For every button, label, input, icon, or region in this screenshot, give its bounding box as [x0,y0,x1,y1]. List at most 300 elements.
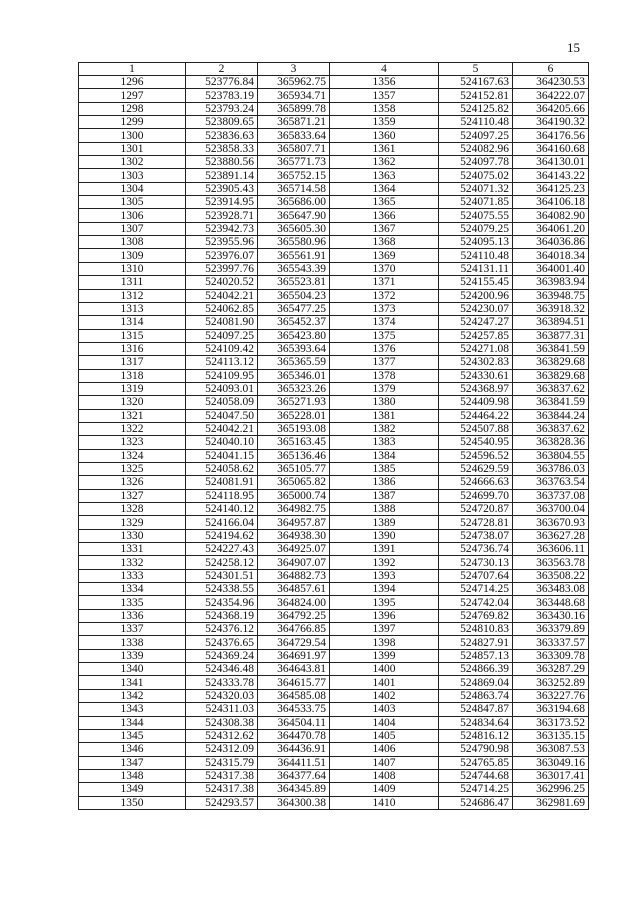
x-coordinate-cell: 523891.14 [186,169,258,182]
x-coordinate-cell: 524071.32 [439,182,513,195]
point-number-cell: 1405 [330,729,439,742]
x-coordinate-cell: 524271.08 [439,342,513,355]
point-number-cell: 1338 [79,636,186,649]
point-number-cell: 1332 [79,556,186,569]
x-coordinate-cell: 524834.64 [439,716,513,729]
y-coordinate-cell: 364470.78 [258,729,330,742]
point-number-cell: 1297 [79,89,186,102]
x-coordinate-cell: 524730.13 [439,556,513,569]
x-coordinate-cell: 524097.25 [439,129,513,142]
y-coordinate-cell: 364824.00 [258,596,330,609]
y-coordinate-cell: 363227.76 [513,689,589,702]
x-coordinate-cell: 524857.13 [439,649,513,662]
y-coordinate-cell: 363828.36 [513,436,589,449]
point-number-cell: 1357 [330,89,439,102]
point-number-cell: 1340 [79,663,186,676]
x-coordinate-cell: 524071.85 [439,196,513,209]
point-number-cell: 1339 [79,649,186,662]
x-coordinate-cell: 523955.96 [186,236,258,249]
point-number-cell: 1314 [79,316,186,329]
x-coordinate-cell: 524058.62 [186,462,258,475]
x-coordinate-cell: 524118.95 [186,489,258,502]
x-coordinate-cell: 524311.03 [186,703,258,716]
table-row [79,142,589,155]
y-coordinate-cell: 364125.23 [513,182,589,195]
table-row [79,556,589,569]
x-coordinate-cell: 523858.33 [186,142,258,155]
y-coordinate-cell: 363841.59 [513,342,589,355]
y-coordinate-cell: 363763.54 [513,476,589,489]
y-coordinate-cell: 365605.30 [258,222,330,235]
point-number-cell: 1360 [330,129,439,142]
y-coordinate-cell: 363379.89 [513,623,589,636]
table-row [79,756,589,769]
x-coordinate-cell: 524317.38 [186,783,258,796]
y-coordinate-cell: 364411.51 [258,756,330,769]
y-coordinate-cell: 365899.78 [258,102,330,115]
point-number-cell: 1373 [330,302,439,315]
point-number-cell: 1400 [330,663,439,676]
x-coordinate-cell: 524131.11 [439,262,513,275]
point-number-cell: 1336 [79,609,186,622]
y-coordinate-cell: 363948.75 [513,289,589,302]
table-row [79,769,589,782]
x-coordinate-cell: 524346.48 [186,663,258,676]
y-coordinate-cell: 364018.34 [513,249,589,262]
point-number-cell: 1325 [79,462,186,475]
x-coordinate-cell: 524369.24 [186,649,258,662]
y-coordinate-cell: 365871.21 [258,116,330,129]
x-coordinate-cell: 524315.79 [186,756,258,769]
table-row [79,676,589,689]
x-coordinate-cell: 524744.68 [439,769,513,782]
x-coordinate-cell: 524338.55 [186,583,258,596]
table-row [79,369,589,382]
x-coordinate-cell: 524507.88 [439,422,513,435]
point-number-cell: 1326 [79,476,186,489]
x-coordinate-cell: 524110.48 [439,116,513,129]
x-coordinate-cell: 523997.76 [186,262,258,275]
y-coordinate-cell: 365543.39 [258,262,330,275]
x-coordinate-cell: 524082.96 [439,142,513,155]
x-coordinate-cell: 523793.24 [186,102,258,115]
y-coordinate-cell: 362981.69 [513,796,589,809]
y-coordinate-cell: 362996.25 [513,783,589,796]
y-coordinate-cell: 363844.24 [513,409,589,422]
y-coordinate-cell: 364729.54 [258,636,330,649]
point-number-cell: 1330 [79,529,186,542]
y-coordinate-cell: 364176.56 [513,129,589,142]
point-number-cell: 1309 [79,249,186,262]
x-coordinate-cell: 524293.57 [186,796,258,809]
point-number-cell: 1302 [79,156,186,169]
column-header: 6 [513,63,589,76]
table-row [79,222,589,235]
y-coordinate-cell: 364061.20 [513,222,589,235]
point-number-cell: 1365 [330,196,439,209]
y-coordinate-cell: 365163.45 [258,436,330,449]
y-coordinate-cell: 363837.62 [513,422,589,435]
y-coordinate-cell: 365686.00 [258,196,330,209]
table-row [79,249,589,262]
point-number-cell: 1307 [79,222,186,235]
x-coordinate-cell: 524166.04 [186,516,258,529]
table-row [79,796,589,809]
point-number-cell: 1362 [330,156,439,169]
table-row [79,503,589,516]
y-coordinate-cell: 365228.01 [258,409,330,422]
y-coordinate-cell: 364230.53 [513,76,589,89]
table-row [79,516,589,529]
x-coordinate-cell: 524308.38 [186,716,258,729]
table-row [79,356,589,369]
table-row [79,743,589,756]
x-coordinate-cell: 524816.12 [439,729,513,742]
y-coordinate-cell: 363837.62 [513,382,589,395]
table-row [79,236,589,249]
point-number-cell: 1380 [330,396,439,409]
x-coordinate-cell: 524742.04 [439,596,513,609]
point-number-cell: 1408 [330,769,439,782]
x-coordinate-cell: 524081.90 [186,316,258,329]
y-coordinate-cell: 364143.22 [513,169,589,182]
x-coordinate-cell: 524738.07 [439,529,513,542]
table-row [79,569,589,582]
table-row [79,89,589,102]
x-coordinate-cell: 524540.95 [439,436,513,449]
y-coordinate-cell: 364585.08 [258,689,330,702]
x-coordinate-cell: 524140.12 [186,503,258,516]
x-coordinate-cell: 524728.81 [439,516,513,529]
point-number-cell: 1397 [330,623,439,636]
table-row [79,583,589,596]
x-coordinate-cell: 524097.25 [186,329,258,342]
x-coordinate-cell: 524247.27 [439,316,513,329]
point-number-cell: 1296 [79,76,186,89]
x-coordinate-cell: 524790.98 [439,743,513,756]
point-number-cell: 1374 [330,316,439,329]
point-number-cell: 1376 [330,342,439,355]
point-number-cell: 1359 [330,116,439,129]
x-coordinate-cell: 523942.73 [186,222,258,235]
y-coordinate-cell: 365346.01 [258,369,330,382]
x-coordinate-cell: 524301.51 [186,569,258,582]
y-coordinate-cell: 365714.58 [258,182,330,195]
table-row [79,489,589,502]
point-number-cell: 1363 [330,169,439,182]
point-number-cell: 1327 [79,489,186,502]
x-coordinate-cell: 524769.82 [439,609,513,622]
y-coordinate-cell: 363894.51 [513,316,589,329]
point-number-cell: 1303 [79,169,186,182]
y-coordinate-cell: 364907.07 [258,556,330,569]
point-number-cell: 1390 [330,529,439,542]
y-coordinate-cell: 363918.32 [513,302,589,315]
x-coordinate-cell: 524155.45 [439,276,513,289]
x-coordinate-cell: 524720.87 [439,503,513,516]
table-row [79,382,589,395]
table-row [79,196,589,209]
point-number-cell: 1371 [330,276,439,289]
x-coordinate-cell: 524312.62 [186,729,258,742]
y-coordinate-cell: 365523.81 [258,276,330,289]
y-coordinate-cell: 363337.57 [513,636,589,649]
x-coordinate-cell: 524081.91 [186,476,258,489]
table-row [79,276,589,289]
point-number-cell: 1394 [330,583,439,596]
point-number-cell: 1317 [79,356,186,369]
point-number-cell: 1409 [330,783,439,796]
x-coordinate-cell: 524047.50 [186,409,258,422]
x-coordinate-cell: 523976.07 [186,249,258,262]
point-number-cell: 1341 [79,676,186,689]
table-row [79,703,589,716]
x-coordinate-cell: 524765.85 [439,756,513,769]
table-row [79,329,589,342]
point-number-cell: 1368 [330,236,439,249]
y-coordinate-cell: 365000.74 [258,489,330,502]
point-number-cell: 1313 [79,302,186,315]
y-coordinate-cell: 365393.64 [258,342,330,355]
x-coordinate-cell: 524736.74 [439,543,513,556]
table-row [79,543,589,556]
y-coordinate-cell: 363309.78 [513,649,589,662]
y-coordinate-cell: 364082.90 [513,209,589,222]
x-coordinate-cell: 524097.78 [439,156,513,169]
x-coordinate-cell: 524810.83 [439,623,513,636]
y-coordinate-cell: 363670.93 [513,516,589,529]
y-coordinate-cell: 363606.11 [513,543,589,556]
point-number-cell: 1370 [330,262,439,275]
x-coordinate-cell: 524464.22 [439,409,513,422]
y-coordinate-cell: 365752.15 [258,169,330,182]
point-number-cell: 1393 [330,569,439,582]
x-coordinate-cell: 524058.09 [186,396,258,409]
y-coordinate-cell: 363135.15 [513,729,589,742]
point-number-cell: 1364 [330,182,439,195]
coordinates-table [78,62,589,810]
y-coordinate-cell: 363737.08 [513,489,589,502]
point-number-cell: 1347 [79,756,186,769]
y-coordinate-cell: 363829.68 [513,356,589,369]
point-number-cell: 1401 [330,676,439,689]
table-row [79,209,589,222]
x-coordinate-cell: 524167.63 [439,76,513,89]
point-number-cell: 1350 [79,796,186,809]
y-coordinate-cell: 363049.16 [513,756,589,769]
point-number-cell: 1310 [79,262,186,275]
y-coordinate-cell: 363983.94 [513,276,589,289]
column-header: 3 [258,63,330,76]
x-coordinate-cell: 524666.63 [439,476,513,489]
point-number-cell: 1377 [330,356,439,369]
point-number-cell: 1333 [79,569,186,582]
y-coordinate-cell: 363252.89 [513,676,589,689]
x-coordinate-cell: 524333.78 [186,676,258,689]
y-coordinate-cell: 364377.64 [258,769,330,782]
y-coordinate-cell: 364300.38 [258,796,330,809]
y-coordinate-cell: 364130.01 [513,156,589,169]
point-number-cell: 1402 [330,689,439,702]
y-coordinate-cell: 365477.25 [258,302,330,315]
x-coordinate-cell: 524863.74 [439,689,513,702]
point-number-cell: 1372 [330,289,439,302]
point-number-cell: 1348 [79,769,186,782]
point-number-cell: 1384 [330,449,439,462]
table-row [79,449,589,462]
x-coordinate-cell: 524257.85 [439,329,513,342]
table-header-row [79,63,589,76]
x-coordinate-cell: 524075.02 [439,169,513,182]
y-coordinate-cell: 364615.77 [258,676,330,689]
y-coordinate-cell: 365647.90 [258,209,330,222]
point-number-cell: 1304 [79,182,186,195]
point-number-cell: 1320 [79,396,186,409]
table-row [79,129,589,142]
x-coordinate-cell: 524020.52 [186,276,258,289]
x-coordinate-cell: 524714.25 [439,583,513,596]
x-coordinate-cell: 524312.09 [186,743,258,756]
point-number-cell: 1329 [79,516,186,529]
y-coordinate-cell: 365504.23 [258,289,330,302]
point-number-cell: 1323 [79,436,186,449]
x-coordinate-cell: 524869.04 [439,676,513,689]
y-coordinate-cell: 364106.18 [513,196,589,209]
y-coordinate-cell: 365452.37 [258,316,330,329]
x-coordinate-cell: 524093.01 [186,382,258,395]
y-coordinate-cell: 364982.75 [258,503,330,516]
table-row [79,623,589,636]
x-coordinate-cell: 523836.63 [186,129,258,142]
point-number-cell: 1335 [79,596,186,609]
point-number-cell: 1334 [79,583,186,596]
y-coordinate-cell: 364882.73 [258,569,330,582]
x-coordinate-cell: 524109.95 [186,369,258,382]
y-coordinate-cell: 364001.40 [513,262,589,275]
table-row [79,156,589,169]
y-coordinate-cell: 363627.28 [513,529,589,542]
x-coordinate-cell: 524596.52 [439,449,513,462]
y-coordinate-cell: 365323.26 [258,382,330,395]
x-coordinate-cell: 524042.21 [186,422,258,435]
y-coordinate-cell: 363017.41 [513,769,589,782]
point-number-cell: 1367 [330,222,439,235]
x-coordinate-cell: 523914.95 [186,196,258,209]
table-row [79,663,589,676]
y-coordinate-cell: 363508.22 [513,569,589,582]
point-number-cell: 1387 [330,489,439,502]
table-row [79,476,589,489]
y-coordinate-cell: 364857.61 [258,583,330,596]
x-coordinate-cell: 523809.65 [186,116,258,129]
y-coordinate-cell: 365423.80 [258,329,330,342]
point-number-cell: 1358 [330,102,439,115]
y-coordinate-cell: 363700.04 [513,503,589,516]
table-row [79,76,589,89]
point-number-cell: 1344 [79,716,186,729]
x-coordinate-cell: 524095.13 [439,236,513,249]
x-coordinate-cell: 524109.42 [186,342,258,355]
point-number-cell: 1406 [330,743,439,756]
y-coordinate-cell: 363087.53 [513,743,589,756]
y-coordinate-cell: 363483.08 [513,583,589,596]
y-coordinate-cell: 365365.59 [258,356,330,369]
y-coordinate-cell: 363173.52 [513,716,589,729]
y-coordinate-cell: 365136.46 [258,449,330,462]
table-row [79,716,589,729]
x-coordinate-cell: 524079.25 [439,222,513,235]
y-coordinate-cell: 364504.11 [258,716,330,729]
x-coordinate-cell: 524230.07 [439,302,513,315]
y-coordinate-cell: 365105.77 [258,462,330,475]
table-row [79,636,589,649]
x-coordinate-cell: 524042.21 [186,289,258,302]
y-coordinate-cell: 364792.25 [258,609,330,622]
point-number-cell: 1342 [79,689,186,702]
y-coordinate-cell: 364957.87 [258,516,330,529]
y-coordinate-cell: 363448.68 [513,596,589,609]
x-coordinate-cell: 523783.19 [186,89,258,102]
y-coordinate-cell: 364766.85 [258,623,330,636]
y-coordinate-cell: 363877.31 [513,329,589,342]
table-row [79,302,589,315]
table-row [79,649,589,662]
table-row [79,116,589,129]
point-number-cell: 1399 [330,649,439,662]
x-coordinate-cell: 524040.10 [186,436,258,449]
x-coordinate-cell: 524317.38 [186,769,258,782]
point-number-cell: 1378 [330,369,439,382]
y-coordinate-cell: 364925.07 [258,543,330,556]
table-row [79,396,589,409]
point-number-cell: 1346 [79,743,186,756]
x-coordinate-cell: 523905.43 [186,182,258,195]
point-number-cell: 1391 [330,543,439,556]
table-row [79,422,589,435]
x-coordinate-cell: 524368.19 [186,609,258,622]
column-header: 4 [330,63,439,76]
point-number-cell: 1389 [330,516,439,529]
x-coordinate-cell: 524320.03 [186,689,258,702]
point-number-cell: 1388 [330,503,439,516]
point-number-cell: 1392 [330,556,439,569]
x-coordinate-cell: 524062.85 [186,302,258,315]
y-coordinate-cell: 364190.32 [513,116,589,129]
table-row [79,316,589,329]
y-coordinate-cell: 364533.75 [258,703,330,716]
point-number-cell: 1386 [330,476,439,489]
y-coordinate-cell: 365833.64 [258,129,330,142]
x-coordinate-cell: 524409.98 [439,396,513,409]
y-coordinate-cell: 364222.07 [513,89,589,102]
y-coordinate-cell: 363829.68 [513,369,589,382]
point-number-cell: 1349 [79,783,186,796]
point-number-cell: 1407 [330,756,439,769]
y-coordinate-cell: 365193.08 [258,422,330,435]
table-row [79,289,589,302]
x-coordinate-cell: 524376.65 [186,636,258,649]
y-coordinate-cell: 364691.97 [258,649,330,662]
y-coordinate-cell: 363563.78 [513,556,589,569]
point-number-cell: 1404 [330,716,439,729]
point-number-cell: 1308 [79,236,186,249]
point-number-cell: 1312 [79,289,186,302]
point-number-cell: 1398 [330,636,439,649]
point-number-cell: 1315 [79,329,186,342]
x-coordinate-cell: 524110.48 [439,249,513,262]
x-coordinate-cell: 524330.61 [439,369,513,382]
point-number-cell: 1403 [330,703,439,716]
